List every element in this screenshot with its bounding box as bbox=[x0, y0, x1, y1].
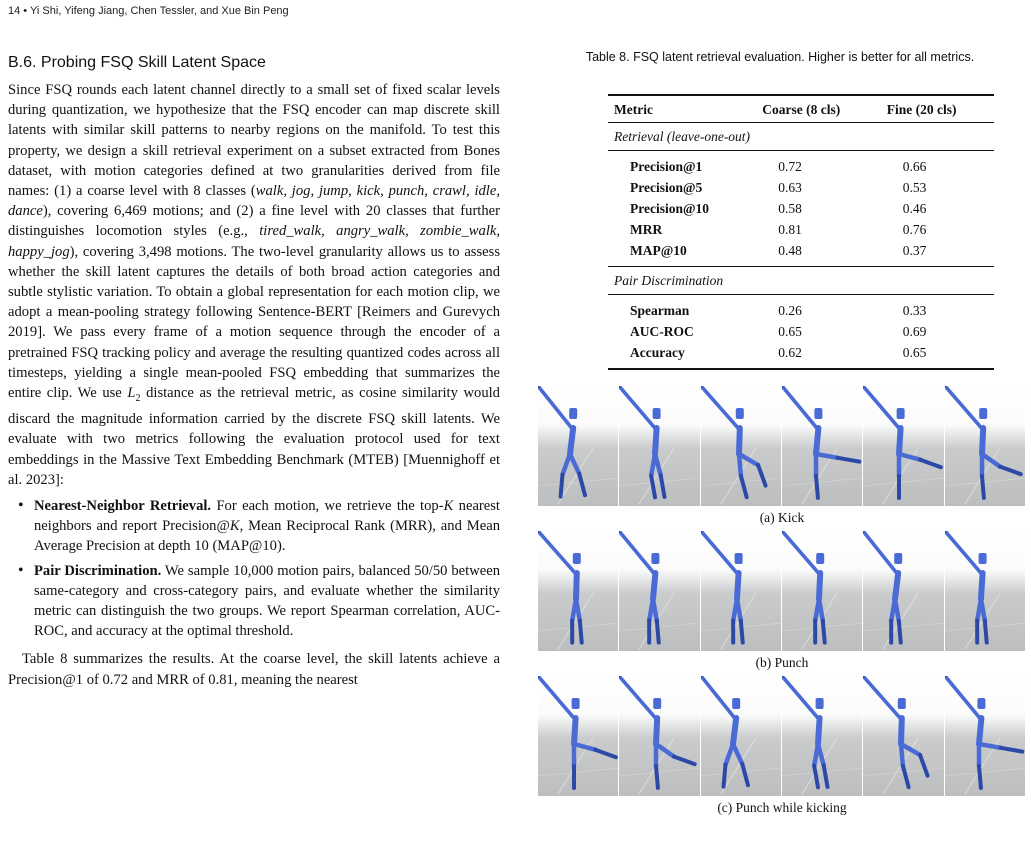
humanoid-figure bbox=[619, 531, 700, 651]
humanoid-figure bbox=[701, 676, 782, 796]
table-caption: Table 8. FSQ latent retrieval evaluation. Higher is better for all metrics. bbox=[585, 50, 975, 64]
column-header: Coarse (8 cls) bbox=[762, 102, 841, 117]
results-table bbox=[608, 94, 994, 370]
motion-frame bbox=[619, 676, 700, 796]
metric-value-cell: 0.66 bbox=[902, 159, 927, 174]
coarse-class-list: walk, jog, jump, kick, punch, crawl, idle, dance bbox=[8, 183, 500, 220]
table-row bbox=[608, 321, 994, 342]
motion-frame bbox=[863, 531, 944, 651]
humanoid-figure bbox=[619, 676, 700, 796]
metric-name-cell: Spearman bbox=[630, 303, 690, 318]
fine-class-list: tired_walk, angry_walk, zombie_walk, happy_jog bbox=[8, 223, 500, 260]
humanoid-figure bbox=[863, 531, 944, 651]
humanoid-figure bbox=[782, 676, 863, 796]
figure-punch bbox=[538, 531, 1026, 671]
table-row bbox=[608, 240, 994, 267]
motion-frame bbox=[538, 531, 619, 651]
running-header: 14 • Yi Shi, Yifeng Jiang, Chen Tessler, and Xue Bin Peng bbox=[8, 5, 289, 17]
metric-value-cell: 0.63 bbox=[778, 180, 802, 195]
humanoid-figure bbox=[701, 531, 782, 651]
humanoid-figure bbox=[782, 386, 863, 506]
table-row bbox=[608, 295, 994, 322]
motion-frame bbox=[538, 676, 619, 796]
motion-frame bbox=[782, 676, 863, 796]
metric-value-cell: 0.72 bbox=[778, 159, 802, 174]
metric-name-cell: Accuracy bbox=[630, 345, 685, 360]
humanoid-figure bbox=[782, 531, 863, 651]
metric-value-cell: 0.81 bbox=[778, 222, 802, 237]
motion-frame bbox=[782, 531, 863, 651]
metric-bullet-list bbox=[8, 496, 500, 641]
motion-frame bbox=[701, 676, 782, 796]
figure-caption: (a) Kick bbox=[759, 510, 805, 525]
column-header: Metric bbox=[614, 102, 653, 117]
metric-value-cell: 0.65 bbox=[778, 324, 802, 339]
metric-value-cell: 0.26 bbox=[778, 303, 802, 318]
metric-value-cell: 0.53 bbox=[902, 180, 927, 195]
motion-frame bbox=[945, 676, 1026, 796]
column-header: Fine (20 cls) bbox=[886, 102, 957, 117]
table-group-label: Pair Discrimination bbox=[614, 273, 724, 288]
frame-strip bbox=[538, 386, 1026, 506]
figure-caption: (c) Punch while kicking bbox=[717, 800, 847, 815]
humanoid-figure bbox=[863, 386, 944, 506]
motion-frame bbox=[701, 531, 782, 651]
metric-name-cell: MAP@10 bbox=[630, 243, 687, 258]
humanoid-figure bbox=[538, 531, 619, 651]
humanoid-figure bbox=[538, 676, 619, 796]
humanoid-figure bbox=[538, 386, 619, 506]
section-title: B.6. Probing FSQ Skill Latent Space bbox=[8, 54, 266, 71]
table-row bbox=[608, 219, 994, 240]
motion-frame bbox=[945, 531, 1026, 651]
humanoid-figure bbox=[945, 386, 1026, 506]
motion-frame bbox=[619, 531, 700, 651]
metric-name-cell: AUC-ROC bbox=[630, 324, 694, 339]
metric-name-cell: Precision@5 bbox=[630, 180, 703, 195]
body-paragraph-1: Since FSQ rounds each latent channel directly to a small set of fixed scalar levels during quantization, we hypothesize that the FSQ encoder can map discrete skill latents with similar skill patterns to nearby regions on the manifold. To test this property, we design a skill retrieval experiment on a subset extracted from Bones dataset, with motion categories defined at two granularities derived from file names: (1) a coarse level with 8 classes (walk, jog, jump, kick, punch, crawl, idle, dance), covering 6,469 motions; and (2) a fine level with 20 classes that further distinguishes locomotion styles (e.g., tired_walk, angry_walk, zombie_walk, happy_jog), covering 3,498 motions. The two-level granularity allows us to assess whether the skill latent captures the details of both broad action categories and subtle stylistic variation. To obtain a global representation for each motion clip, we adopt a mean-pooling strategy following Sentence-BERT [Reimers and Gurevych 2019]. We pass every frame of a motion sequence through the encoder of a pretrained FSQ tracking policy and average the resulting quantized codes across all timesteps, yielding a single mean-pooled FSQ embedding that summarizes the entire clip. We use $L_2$ distance as the retrieval metric, as cosine similarity would discard the magnitude information carried by the discrete FSQ skill latents. We evaluate with two metrics following the evaluation protocol used for text embeddings in the Massive Text Embedding Benchmark (MTEB) [Muennighoff et al. 2023]: bbox=[8, 82, 500, 488]
humanoid-figure bbox=[701, 386, 782, 506]
table-row bbox=[608, 342, 994, 369]
right-column bbox=[535, 50, 1025, 370]
motion-frame bbox=[863, 386, 944, 506]
humanoid-figure bbox=[945, 676, 1026, 796]
table-row bbox=[608, 151, 994, 178]
metric-value-cell: 0.37 bbox=[902, 243, 927, 258]
metric-value-cell: 0.76 bbox=[902, 222, 927, 237]
metric-name-cell: Precision@1 bbox=[630, 159, 703, 174]
table-group-label: Retrieval (leave-one-out) bbox=[614, 129, 751, 144]
figure-caption: (b) Punch bbox=[755, 655, 809, 670]
motion-frame bbox=[619, 386, 700, 506]
frame-strip bbox=[538, 676, 1026, 796]
metric-value-cell: 0.46 bbox=[902, 201, 927, 216]
bullet-nearest-neighbor: • Nearest-Neighbor Retrieval. For each motion, we retrieve the top-K nearest neighbors and report Precision@K, Mean Reciprocal Rank (MRR), and Mean Average Precision at depth 10 (MAP@10). bbox=[34, 496, 500, 557]
metric-value-cell: 0.65 bbox=[902, 345, 927, 360]
metric-value-cell: 0.33 bbox=[902, 303, 927, 318]
motion-frame bbox=[945, 386, 1026, 506]
table-row bbox=[608, 177, 994, 198]
bullet-pair-discrimination: • Pair Discrimination. We sample 10,000 motion pairs, balanced 50/50 between same-category and cross-category pairs, and evaluate whether the similarity metric can distinguish the two groups. We report Spearman correlation, AUC-ROC, and accuracy at the optimal threshold. bbox=[34, 561, 500, 642]
frame-strip bbox=[538, 531, 1026, 651]
metric-value-cell: 0.58 bbox=[778, 201, 802, 216]
motion-frame bbox=[782, 386, 863, 506]
metric-name-cell: MRR bbox=[630, 222, 663, 237]
metric-value-cell: 0.62 bbox=[778, 345, 802, 360]
humanoid-figure bbox=[945, 531, 1026, 651]
body-paragraph-2: Table 8 summarizes the results. At the coarse level, the skill latents achieve a Precision@1 of 0.72 and MRR of 0.81, meaning the nearest bbox=[8, 651, 500, 688]
figure-kick bbox=[538, 386, 1026, 526]
humanoid-figure bbox=[863, 676, 944, 796]
motion-frame bbox=[863, 676, 944, 796]
motion-frame bbox=[701, 386, 782, 506]
humanoid-figure bbox=[619, 386, 700, 506]
metric-value-cell: 0.69 bbox=[902, 324, 927, 339]
left-column bbox=[8, 54, 500, 704]
table-row bbox=[608, 198, 994, 219]
motion-frame bbox=[538, 386, 619, 506]
metric-value-cell: 0.48 bbox=[778, 243, 802, 258]
metric-name-cell: Precision@10 bbox=[630, 201, 710, 216]
figure-punch-while-kicking bbox=[538, 676, 1026, 816]
